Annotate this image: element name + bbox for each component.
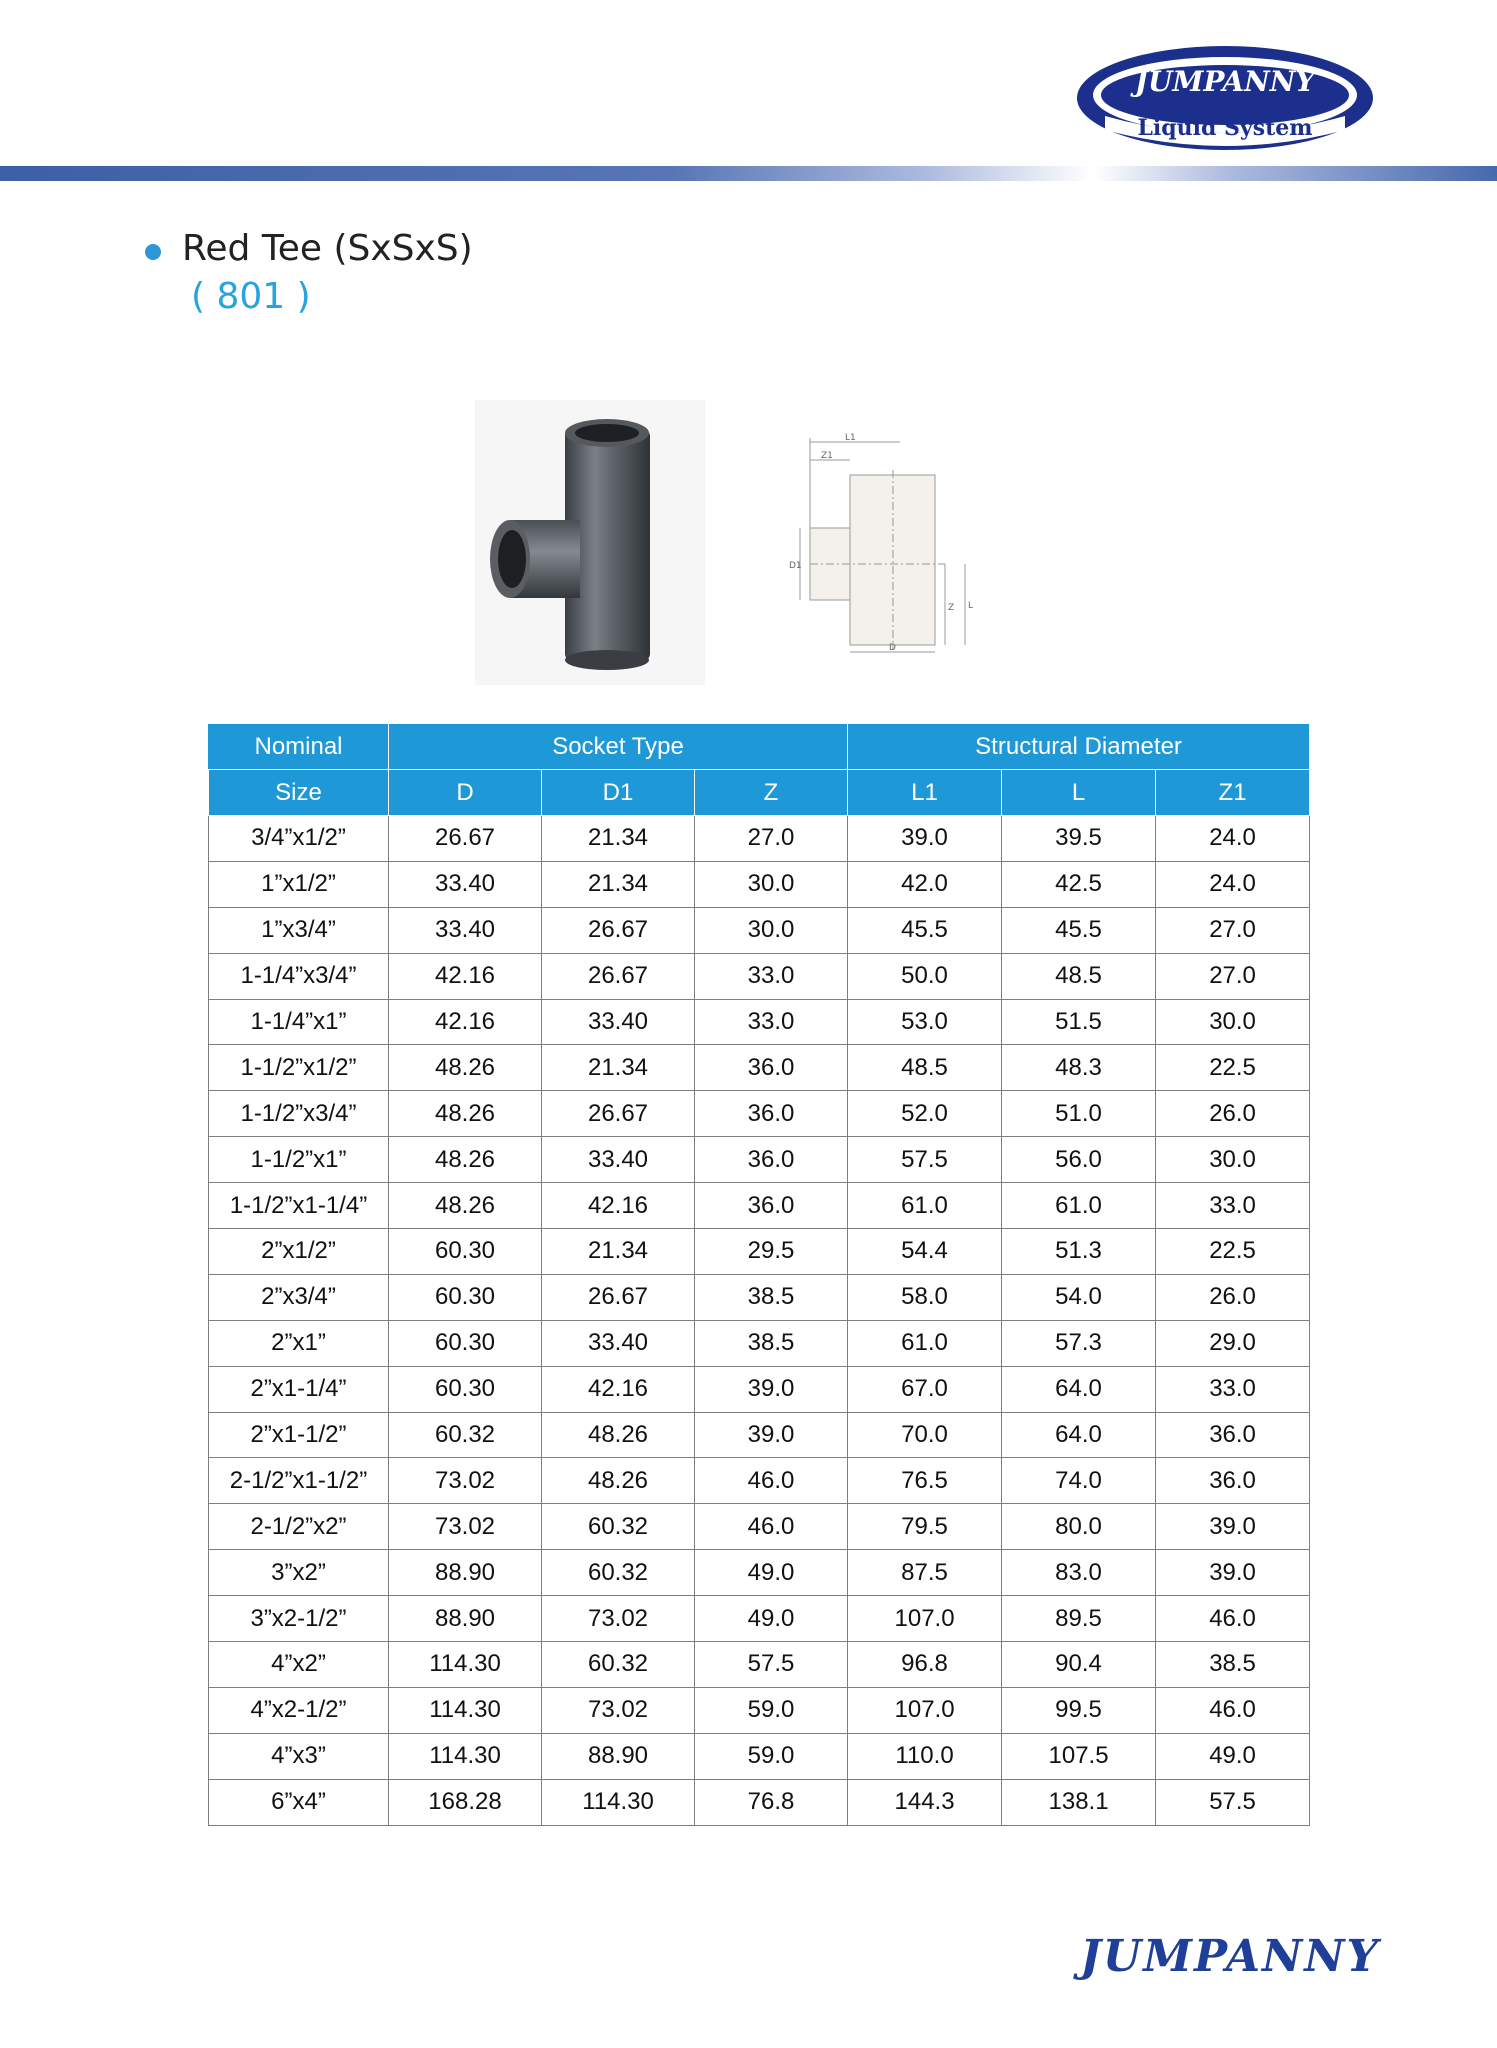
table-row — [209, 861, 1310, 907]
cell-l1: 45.5 — [848, 907, 1002, 953]
table-row — [209, 1274, 1310, 1320]
cell-z: 39.0 — [695, 1366, 848, 1412]
cell-size: 2”x1-1/2” — [209, 1412, 389, 1458]
drawing-label-z1: Z1 — [821, 451, 833, 461]
cell-d: 26.67 — [389, 816, 542, 862]
cell-l: 64.0 — [1002, 1412, 1156, 1458]
cell-l: 74.0 — [1002, 1458, 1156, 1504]
cell-z: 59.0 — [695, 1733, 848, 1779]
cell-d: 48.26 — [389, 1183, 542, 1229]
cell-z1: 39.0 — [1156, 1550, 1310, 1596]
cell-d: 168.28 — [389, 1779, 542, 1825]
cell-l: 45.5 — [1002, 907, 1156, 953]
header-nominal: Nominal — [209, 724, 389, 770]
brand-logo — [1075, 38, 1385, 158]
cell-l: 39.5 — [1002, 816, 1156, 862]
cell-l1: 61.0 — [848, 1183, 1002, 1229]
cell-z: 30.0 — [695, 861, 848, 907]
cell-z1: 38.5 — [1156, 1642, 1310, 1688]
cell-z: 33.0 — [695, 999, 848, 1045]
cell-l1: 110.0 — [848, 1733, 1002, 1779]
cell-l1: 79.5 — [848, 1504, 1002, 1550]
cell-size: 3/4”x1/2” — [209, 816, 389, 862]
cell-size: 1-1/2”x3/4” — [209, 1091, 389, 1137]
cell-z: 36.0 — [695, 1091, 848, 1137]
cell-z: 46.0 — [695, 1504, 848, 1550]
cell-z: 49.0 — [695, 1550, 848, 1596]
cell-d1: 26.67 — [542, 1091, 695, 1137]
cell-l1: 57.5 — [848, 1137, 1002, 1183]
cell-d: 73.02 — [389, 1458, 542, 1504]
table-row — [209, 1183, 1310, 1229]
cell-l: 80.0 — [1002, 1504, 1156, 1550]
spec-table-body — [209, 816, 1310, 1826]
cell-d1: 60.32 — [542, 1642, 695, 1688]
cell-z1: 33.0 — [1156, 1366, 1310, 1412]
cell-size: 1”x1/2” — [209, 861, 389, 907]
header-l: L — [1002, 770, 1156, 816]
cell-d: 114.30 — [389, 1687, 542, 1733]
cell-d1: 33.40 — [542, 1320, 695, 1366]
cell-size: 1-1/2”x1/2” — [209, 1045, 389, 1091]
cell-d1: 26.67 — [542, 907, 695, 953]
cell-z: 36.0 — [695, 1137, 848, 1183]
cell-z: 27.0 — [695, 816, 848, 862]
cell-l1: 107.0 — [848, 1687, 1002, 1733]
cell-size: 1-1/4”x3/4” — [209, 953, 389, 999]
column-header-row — [209, 770, 1310, 816]
table-row — [209, 1320, 1310, 1366]
cell-d1: 33.40 — [542, 999, 695, 1045]
table-row — [209, 907, 1310, 953]
cell-l1: 50.0 — [848, 953, 1002, 999]
cell-l: 42.5 — [1002, 861, 1156, 907]
bullet-icon — [145, 244, 161, 260]
cell-z1: 27.0 — [1156, 907, 1310, 953]
cell-size: 4”x3” — [209, 1733, 389, 1779]
technical-drawing — [785, 430, 985, 660]
cell-l1: 39.0 — [848, 816, 1002, 862]
cell-d1: 48.26 — [542, 1458, 695, 1504]
cell-size: 2”x3/4” — [209, 1274, 389, 1320]
cell-l: 89.5 — [1002, 1596, 1156, 1642]
cell-z: 36.0 — [695, 1045, 848, 1091]
cell-l1: 76.5 — [848, 1458, 1002, 1504]
cell-l1: 96.8 — [848, 1642, 1002, 1688]
cell-z: 30.0 — [695, 907, 848, 953]
cell-z1: 30.0 — [1156, 999, 1310, 1045]
cell-z: 33.0 — [695, 953, 848, 999]
cell-z1: 22.5 — [1156, 1229, 1310, 1275]
cell-d1: 42.16 — [542, 1183, 695, 1229]
cell-d1: 26.67 — [542, 953, 695, 999]
cell-l: 51.0 — [1002, 1091, 1156, 1137]
cell-z1: 30.0 — [1156, 1137, 1310, 1183]
cell-d: 88.90 — [389, 1550, 542, 1596]
drawing-label-l1: L1 — [845, 433, 856, 443]
cell-l: 56.0 — [1002, 1137, 1156, 1183]
header-l1: L1 — [848, 770, 1002, 816]
table-row — [209, 1045, 1310, 1091]
product-photo — [475, 400, 705, 685]
cell-d: 60.30 — [389, 1229, 542, 1275]
cell-d: 42.16 — [389, 999, 542, 1045]
cell-d: 48.26 — [389, 1045, 542, 1091]
cell-z: 39.0 — [695, 1412, 848, 1458]
cell-l: 83.0 — [1002, 1550, 1156, 1596]
cell-d: 33.40 — [389, 907, 542, 953]
cell-l: 138.1 — [1002, 1779, 1156, 1825]
cell-l: 64.0 — [1002, 1366, 1156, 1412]
cell-d: 33.40 — [389, 861, 542, 907]
cell-d: 48.26 — [389, 1137, 542, 1183]
cell-l1: 144.3 — [848, 1779, 1002, 1825]
product-title: Red Tee (SxSxS) — [182, 228, 473, 269]
cell-size: 2-1/2”x2” — [209, 1504, 389, 1550]
cell-z1: 46.0 — [1156, 1687, 1310, 1733]
cell-l: 48.3 — [1002, 1045, 1156, 1091]
cell-z1: 24.0 — [1156, 861, 1310, 907]
cell-l1: 107.0 — [848, 1596, 1002, 1642]
table-row — [209, 953, 1310, 999]
table-row — [209, 1412, 1310, 1458]
cell-z1: 46.0 — [1156, 1596, 1310, 1642]
header-structural-diameter: Structural Diameter — [848, 724, 1310, 770]
cell-size: 2”x1-1/4” — [209, 1366, 389, 1412]
cell-d1: 88.90 — [542, 1733, 695, 1779]
table-row — [209, 1596, 1310, 1642]
cell-l1: 70.0 — [848, 1412, 1002, 1458]
cell-l1: 61.0 — [848, 1320, 1002, 1366]
cell-d1: 48.26 — [542, 1412, 695, 1458]
cell-d1: 73.02 — [542, 1596, 695, 1642]
drawing-label-l: L — [968, 601, 974, 611]
cell-d1: 114.30 — [542, 1779, 695, 1825]
cell-l: 107.5 — [1002, 1733, 1156, 1779]
cell-l1: 58.0 — [848, 1274, 1002, 1320]
footer-logo — [1060, 1925, 1400, 1985]
logo-wordmark: JUMPANNY — [1134, 65, 1316, 98]
cell-l1: 53.0 — [848, 999, 1002, 1045]
cell-d: 60.32 — [389, 1412, 542, 1458]
cell-z1: 27.0 — [1156, 953, 1310, 999]
cell-l1: 42.0 — [848, 861, 1002, 907]
cell-z1: 26.0 — [1156, 1274, 1310, 1320]
header-z1: Z1 — [1156, 770, 1310, 816]
cell-d: 60.30 — [389, 1320, 542, 1366]
cell-l1: 48.5 — [848, 1045, 1002, 1091]
cell-size: 6”x4” — [209, 1779, 389, 1825]
cell-l: 51.5 — [1002, 999, 1156, 1045]
cell-z1: 36.0 — [1156, 1458, 1310, 1504]
cell-z1: 57.5 — [1156, 1779, 1310, 1825]
cell-d1: 33.40 — [542, 1137, 695, 1183]
cell-z: 38.5 — [695, 1274, 848, 1320]
cell-z: 76.8 — [695, 1779, 848, 1825]
cell-d1: 73.02 — [542, 1687, 695, 1733]
cell-l: 54.0 — [1002, 1274, 1156, 1320]
cell-z1: 26.0 — [1156, 1091, 1310, 1137]
cell-size: 4”x2” — [209, 1642, 389, 1688]
table-row — [209, 1091, 1310, 1137]
table-row — [209, 816, 1310, 862]
cell-size: 4”x2-1/2” — [209, 1687, 389, 1733]
cell-l1: 52.0 — [848, 1091, 1002, 1137]
cell-size: 1”x3/4” — [209, 907, 389, 953]
cell-l1: 67.0 — [848, 1366, 1002, 1412]
cell-d: 114.30 — [389, 1642, 542, 1688]
cell-size: 1-1/4”x1” — [209, 999, 389, 1045]
group-header-row — [209, 724, 1310, 770]
cell-z1: 22.5 — [1156, 1045, 1310, 1091]
logo-tagline: Liquid System — [1137, 115, 1313, 141]
cell-z: 36.0 — [695, 1183, 848, 1229]
cell-size: 2”x1” — [209, 1320, 389, 1366]
cell-size: 1-1/2”x1-1/4” — [209, 1183, 389, 1229]
cell-d: 60.30 — [389, 1274, 542, 1320]
cell-d: 73.02 — [389, 1504, 542, 1550]
cell-d: 88.90 — [389, 1596, 542, 1642]
cell-l1: 87.5 — [848, 1550, 1002, 1596]
cell-d1: 26.67 — [542, 1274, 695, 1320]
header-d1: D1 — [542, 770, 695, 816]
table-row — [209, 1458, 1310, 1504]
cell-d1: 42.16 — [542, 1366, 695, 1412]
cell-z: 29.5 — [695, 1229, 848, 1275]
table-row — [209, 1733, 1310, 1779]
cell-l: 51.3 — [1002, 1229, 1156, 1275]
cell-z: 49.0 — [695, 1596, 848, 1642]
table-row — [209, 999, 1310, 1045]
table-row — [209, 1229, 1310, 1275]
cell-z1: 39.0 — [1156, 1504, 1310, 1550]
table-row — [209, 1550, 1310, 1596]
cell-d1: 21.34 — [542, 1045, 695, 1091]
table-row — [209, 1779, 1310, 1825]
cell-d: 48.26 — [389, 1091, 542, 1137]
cell-l: 90.4 — [1002, 1642, 1156, 1688]
drawing-label-d1: D1 — [789, 561, 802, 571]
header-d: D — [389, 770, 542, 816]
cell-z1: 24.0 — [1156, 816, 1310, 862]
cell-size: 3”x2-1/2” — [209, 1596, 389, 1642]
header-size: Size — [209, 770, 389, 816]
cell-z1: 29.0 — [1156, 1320, 1310, 1366]
product-code: ( 801 ) — [191, 276, 311, 317]
cell-size: 2-1/2”x1-1/2” — [209, 1458, 389, 1504]
spec-table — [208, 723, 1310, 1826]
drawing-label-z: Z — [948, 603, 955, 613]
cell-l: 61.0 — [1002, 1183, 1156, 1229]
cell-z1: 36.0 — [1156, 1412, 1310, 1458]
cell-z: 38.5 — [695, 1320, 848, 1366]
cell-l: 57.3 — [1002, 1320, 1156, 1366]
cell-l: 99.5 — [1002, 1687, 1156, 1733]
footer-wordmark: JUMPANNY — [1080, 1931, 1380, 1982]
cell-size: 1-1/2”x1” — [209, 1137, 389, 1183]
drawing-label-d: D — [889, 643, 896, 653]
table-row — [209, 1687, 1310, 1733]
cell-size: 3”x2” — [209, 1550, 389, 1596]
cell-z: 59.0 — [695, 1687, 848, 1733]
header-gradient-band — [0, 166, 1497, 181]
table-row — [209, 1137, 1310, 1183]
cell-d1: 21.34 — [542, 861, 695, 907]
cell-d1: 60.32 — [542, 1504, 695, 1550]
table-row — [209, 1642, 1310, 1688]
header-z: Z — [695, 770, 848, 816]
cell-d: 60.30 — [389, 1366, 542, 1412]
cell-d1: 60.32 — [542, 1550, 695, 1596]
cell-z1: 33.0 — [1156, 1183, 1310, 1229]
cell-d: 114.30 — [389, 1733, 542, 1779]
cell-d1: 21.34 — [542, 1229, 695, 1275]
cell-d: 42.16 — [389, 953, 542, 999]
cell-size: 2”x1/2” — [209, 1229, 389, 1275]
table-row — [209, 1366, 1310, 1412]
header-socket-type: Socket Type — [389, 724, 848, 770]
cell-z: 57.5 — [695, 1642, 848, 1688]
table-row — [209, 1504, 1310, 1550]
cell-d1: 21.34 — [542, 816, 695, 862]
cell-z: 46.0 — [695, 1458, 848, 1504]
cell-l1: 54.4 — [848, 1229, 1002, 1275]
cell-l: 48.5 — [1002, 953, 1156, 999]
cell-z1: 49.0 — [1156, 1733, 1310, 1779]
